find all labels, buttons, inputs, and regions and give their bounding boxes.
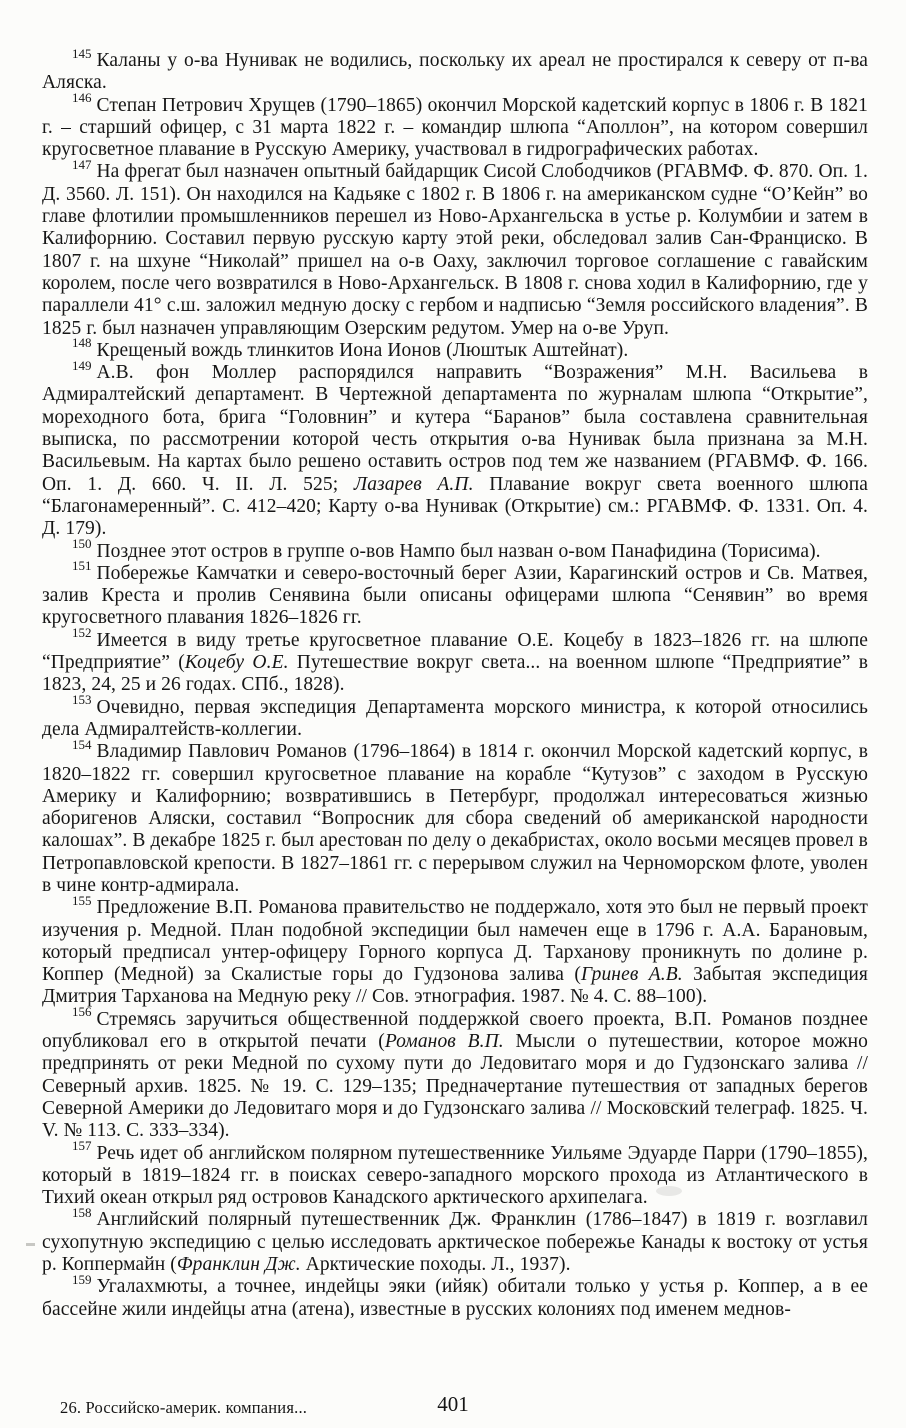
footnote-text: Владимир Павлович Романов (1796–1864) в 1814 г. окончил Морской кадетский корпус, в 1820–1822 гг. совершил кругосветное плавание на корабле “Кутузов” с заходом в Русскую Америку и Калифорнию; возвратившись в Петербург, продолжал интересоваться жизнью аборигенов Аляски, составил “Вопросник для сбора сведений об американской народности калошах”. В декабре 1825 г. был арестован по делу о декабристах, около восьми месяцев провел в Петропавловской крепости. В 1827–1861 гг. с перерывом служил на Черноморском флоте, уволен в чине контр-адмирала. bbox=[42, 741, 868, 896]
citation-author: Гринев А.В. bbox=[580, 964, 683, 986]
citation-author: Франклин Дж. bbox=[176, 1254, 301, 1276]
footnote-text: Речь идет об английском полярном путешественнике Уильяме Эдуарде Парри (1790–1855), который в 1819–1824 гг. в поисках северо-западного морского прохода из Атлантического в Тихий океан открыл ряд островов Канадского арктического архипелага. bbox=[42, 1142, 868, 1209]
footnote bbox=[42, 558, 868, 630]
footnote-number: 149 bbox=[72, 357, 92, 373]
page-number: 401 bbox=[437, 1392, 469, 1416]
footnote-number: 153 bbox=[72, 692, 92, 708]
citation-author: Романов В.П. bbox=[384, 1031, 504, 1053]
footnote bbox=[42, 1271, 868, 1321]
footnote bbox=[42, 1004, 868, 1143]
citation-author: Лазарев А.П. bbox=[353, 473, 474, 495]
footnote-number: 152 bbox=[72, 625, 92, 641]
footnote bbox=[42, 692, 868, 742]
citation-author: Коцебу О.Е. bbox=[184, 652, 289, 674]
footnote-number: 151 bbox=[72, 558, 92, 574]
footnote-text: Крещеный вождь тлинкитов Иона Ионов (Люштык Аштейнат). bbox=[96, 339, 629, 361]
footnote-text: Мысли о путешествии, которое можно предпринять от реки Медной по сухому пути до Ледовитаго моря и до Гудзонскаго залива // Северный архив. 1825. № 19. С. 129–135; Предначертание путешествия от западных берегов Северной Америки до Ледовитаго моря и до Гудзонскаго залива // Московский телеграф. 1825. Ч. V. № 113. С. 333–334). bbox=[42, 1031, 868, 1142]
footnote-number: 156 bbox=[72, 1004, 92, 1020]
footnote-text: Путешествие вокруг света... на военном шлюпе “Предприятие” в 1823, 24, 25 и 26 годах. СПб., 1828). bbox=[42, 652, 868, 696]
footnote-number: 148 bbox=[72, 335, 92, 351]
printer-signature: 26. Российско-америк. компания... bbox=[60, 1398, 308, 1417]
footnote bbox=[42, 1138, 868, 1210]
footnote-text: Английский полярный путешественник Дж. Франклин (1786–1847) в 1819 г. возглавил сухопутную экспедицию с целью исследовать арктическое побережье Канады к востоку от устья р. Коппермайн ( bbox=[42, 1209, 868, 1276]
footnote-text: Очевидно, первая экспедиция Департамента морского министра, к которой относились дела Адмиралтейств-коллегии. bbox=[42, 696, 868, 740]
footnote-text: А.В. фон Моллер распорядился направить “Возражения” М.Н. Васильева в Адмиралтейский департамент. В Чертежной департамента по журналам шлюпа “Открытие”, мореходного бота, брига “Головнин” и кутера “Баранов” была составлена сравнительная выписка, по рассмотрении которой честь открытия о-ва Нунивак была признана за М.Н. Васильевым. На картах было решено оставить остров под тем же названием (РГАВМФ. Ф. 166. Оп. 1. Д. 660. Ч. II. Л. 525; bbox=[42, 362, 868, 495]
footnote-text: Стремясь заручиться общественной поддержкой своего проекта, В.П. Романов позднее опубликовал его в открытой печати ( bbox=[42, 1008, 868, 1053]
footnote-number: 150 bbox=[72, 536, 92, 552]
footnote-number: 146 bbox=[72, 90, 92, 106]
footnote-number: 155 bbox=[72, 892, 92, 908]
footnote bbox=[42, 156, 868, 339]
scan-artifact bbox=[652, 1102, 686, 1104]
footnote-text: Предложение В.П. Романова правительство не поддержало, хотя это был не первый проект изучения р. Медной. План подобной экспедиции был намечен еще в 1796 г. А.А. Барановым, который предписал унтер-офицеру Горного корпуса Д. Тарханову проникнуть по долине р. Коппер (Медной) за Скалистые горы до Гудзонова залива ( bbox=[42, 897, 868, 986]
footnote-number: 147 bbox=[72, 156, 92, 172]
footnote bbox=[42, 357, 868, 540]
footnote bbox=[42, 892, 868, 1008]
footnote bbox=[42, 736, 868, 897]
footnote-text: Плавание вокруг света военного шлюпа “Благонамеренный”. С. 412–420; Карту о-ва Нунивак (Открытие) см.: РГАВМФ. Ф. 1331. Оп. 4. Д. 179). bbox=[42, 473, 868, 540]
footnote-text: На фрегат был назначен опытный байдарщик Сисой Слободчиков (РГАВМФ. Ф. 870. Оп. 1. Д. 3560. Л. 151). Он находился на Кадьяке с 1802 г. В 1806 г. на американском судне “О’Кейн” во главе флотилии промышленников перешел из Ново-Архангельска в устье р. Колумбии и затем в Калифорнию. Составил первую русскую карту этой реки, обследовал залив Сан-Франциско. В 1807 г. на шхуне “Николай” пришел на о-в Оаху, заключил торговое соглашение с гавайским королем, после чего возвратился в Ново-Архангельск. В 1808 г. снова ходил в Калифорнию, где у параллели 41° с.ш. заложил медную доску с гербом и надписью “Земля российского владения”. В 1825 г. был назначен управляющим Озерским редутом. Умер на о-ве Уруп. bbox=[42, 161, 868, 339]
footnote-number: 154 bbox=[72, 736, 92, 752]
footnote-number: 159 bbox=[72, 1271, 92, 1287]
footnote-text: Забытая экспедиция Дмитрия Тарханова на Медную реку // Сов. этнография. 1987. № 4. С. 88–100). bbox=[42, 964, 868, 1008]
footnote-text: Каланы у о-ва Нунивак не водились, поскольку их ареал не простирался к северу от п-ва Аляска. bbox=[42, 50, 868, 94]
footnote-text: Позднее этот остров в группе о-вов Нампо был назван о-вом Панафидина (Торисима). bbox=[96, 540, 821, 562]
scan-artifact bbox=[656, 1186, 682, 1196]
footnote bbox=[42, 1204, 868, 1276]
footnote-text: Имеется в виду третье кругосветное плавание О.Е. Коцебу в 1823–1826 гг. на шлюпе “Предприятие” ( bbox=[42, 629, 868, 674]
footnote-text: Угалахмюты, а точнее, индейцы эяки (ийяк) обитали только у устья р. Коппер, а в ее бассейне жили индейцы атна (атена), известные в русских колониях под именем меднов- bbox=[42, 1276, 868, 1320]
footnote bbox=[42, 45, 868, 95]
footnote bbox=[42, 536, 868, 563]
footnote-number: 157 bbox=[72, 1138, 92, 1154]
footnote-text: Побережье Камчатки и северо-восточный берег Азии, Карагинский остров и Св. Матвея, залив Креста и пролив Сенявина были описаны офицерами шлюпа “Сенявин” во время кругосветного плавания 1826–1826 гг. bbox=[42, 562, 868, 629]
footnote bbox=[42, 90, 868, 162]
footnote-text: Арктические походы. Л., 1937). bbox=[300, 1254, 571, 1276]
footnote bbox=[42, 335, 868, 362]
scan-artifact bbox=[26, 1243, 35, 1246]
footnote bbox=[42, 625, 868, 697]
footnote-text: Степан Петрович Хрущев (1790–1865) окончил Морской кадетский корпус в 1806 г. В 1821 г. – старший офицер, с 31 марта 1822 г. – командир шлюпа “Аполлон”, на котором совершил кругосветное плавание в Русскую Америку, участвовал в гидрографических работах. bbox=[42, 94, 868, 161]
notes-list bbox=[42, 45, 868, 1321]
footnote-number: 158 bbox=[72, 1204, 92, 1220]
footnote-number: 145 bbox=[72, 45, 92, 61]
